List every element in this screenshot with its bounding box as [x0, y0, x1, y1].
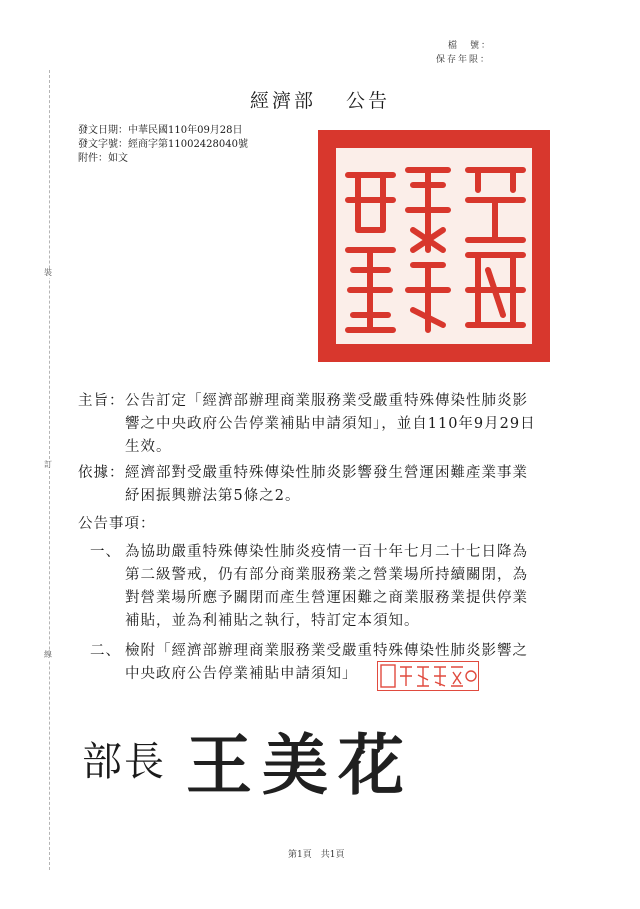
notice-item-line: 第二級警戒，仍有部分商業服務業之營業場所持續關閉，為	[125, 567, 528, 583]
page-title	[250, 86, 390, 113]
binding-char-ding: 訂	[44, 460, 52, 469]
binding-char-zhuang: 裝	[44, 268, 52, 277]
binding-line	[49, 70, 50, 870]
basis-line: 經濟部對受嚴重特殊傳染性肺炎影響發生營運困難產業事業	[125, 465, 528, 481]
basis-text	[125, 462, 528, 508]
notice-item-line: 檢附「經濟部辦理商業服務業受嚴重特殊傳染性肺炎影響之	[125, 643, 528, 659]
subject-text	[125, 390, 536, 459]
document-type: 公告	[346, 90, 391, 112]
page-number: 第1頁 共1頁	[288, 850, 345, 860]
notice-item-line: 補貼，並為利補貼之執行，特訂定本須知。	[125, 613, 420, 629]
subject-line: 公告訂定「經濟部辦理商業服務業受嚴重特殊傳染性肺炎影	[125, 393, 528, 409]
seal-glyphs	[318, 130, 550, 362]
notice-item-number: 一、	[90, 544, 121, 560]
binding-char-xian: 線	[44, 650, 52, 659]
notice-item-line: 對營業場所應予關閉而產生營運困難之商業服務業提供停業	[125, 590, 528, 606]
basis-line: 紓困振興辦法第5條之2。	[125, 488, 301, 504]
minister-signature: 王美花	[186, 726, 414, 804]
document-meta	[78, 124, 248, 166]
document-number: 發文字號：經商字第11002428040號	[78, 139, 248, 150]
subject-line: 生效。	[125, 439, 172, 455]
issue-date: 發文日期：中華民國110年09月28日	[78, 125, 243, 136]
subject-label: 主旨：	[78, 393, 125, 409]
retention-period-label: 保存年限：	[436, 55, 492, 65]
notice-item-line: 為協助嚴重特殊傳染性肺炎疫情一百十年七月二十七日降為	[125, 544, 528, 560]
basis-label: 依據：	[78, 465, 125, 481]
notice-item	[125, 541, 528, 633]
agency-name: 經濟部	[250, 90, 317, 112]
notice-heading: 公告事項：	[78, 516, 156, 532]
attachment: 附件：如文	[78, 153, 128, 164]
notice-item-line: 中央政府公告停業補貼申請須知」	[125, 666, 358, 682]
notice-item-number: 二、	[90, 643, 121, 659]
subject-line: 響之中央政府公告停業補貼申請須知」，並自110年9月29日	[125, 416, 536, 432]
minister-title: 部長	[82, 739, 166, 785]
proofreading-stamp-image	[377, 661, 479, 691]
official-seal-image	[318, 130, 550, 362]
file-number-label: 檔 號：	[448, 41, 493, 51]
stamp-glyphs	[378, 662, 478, 690]
